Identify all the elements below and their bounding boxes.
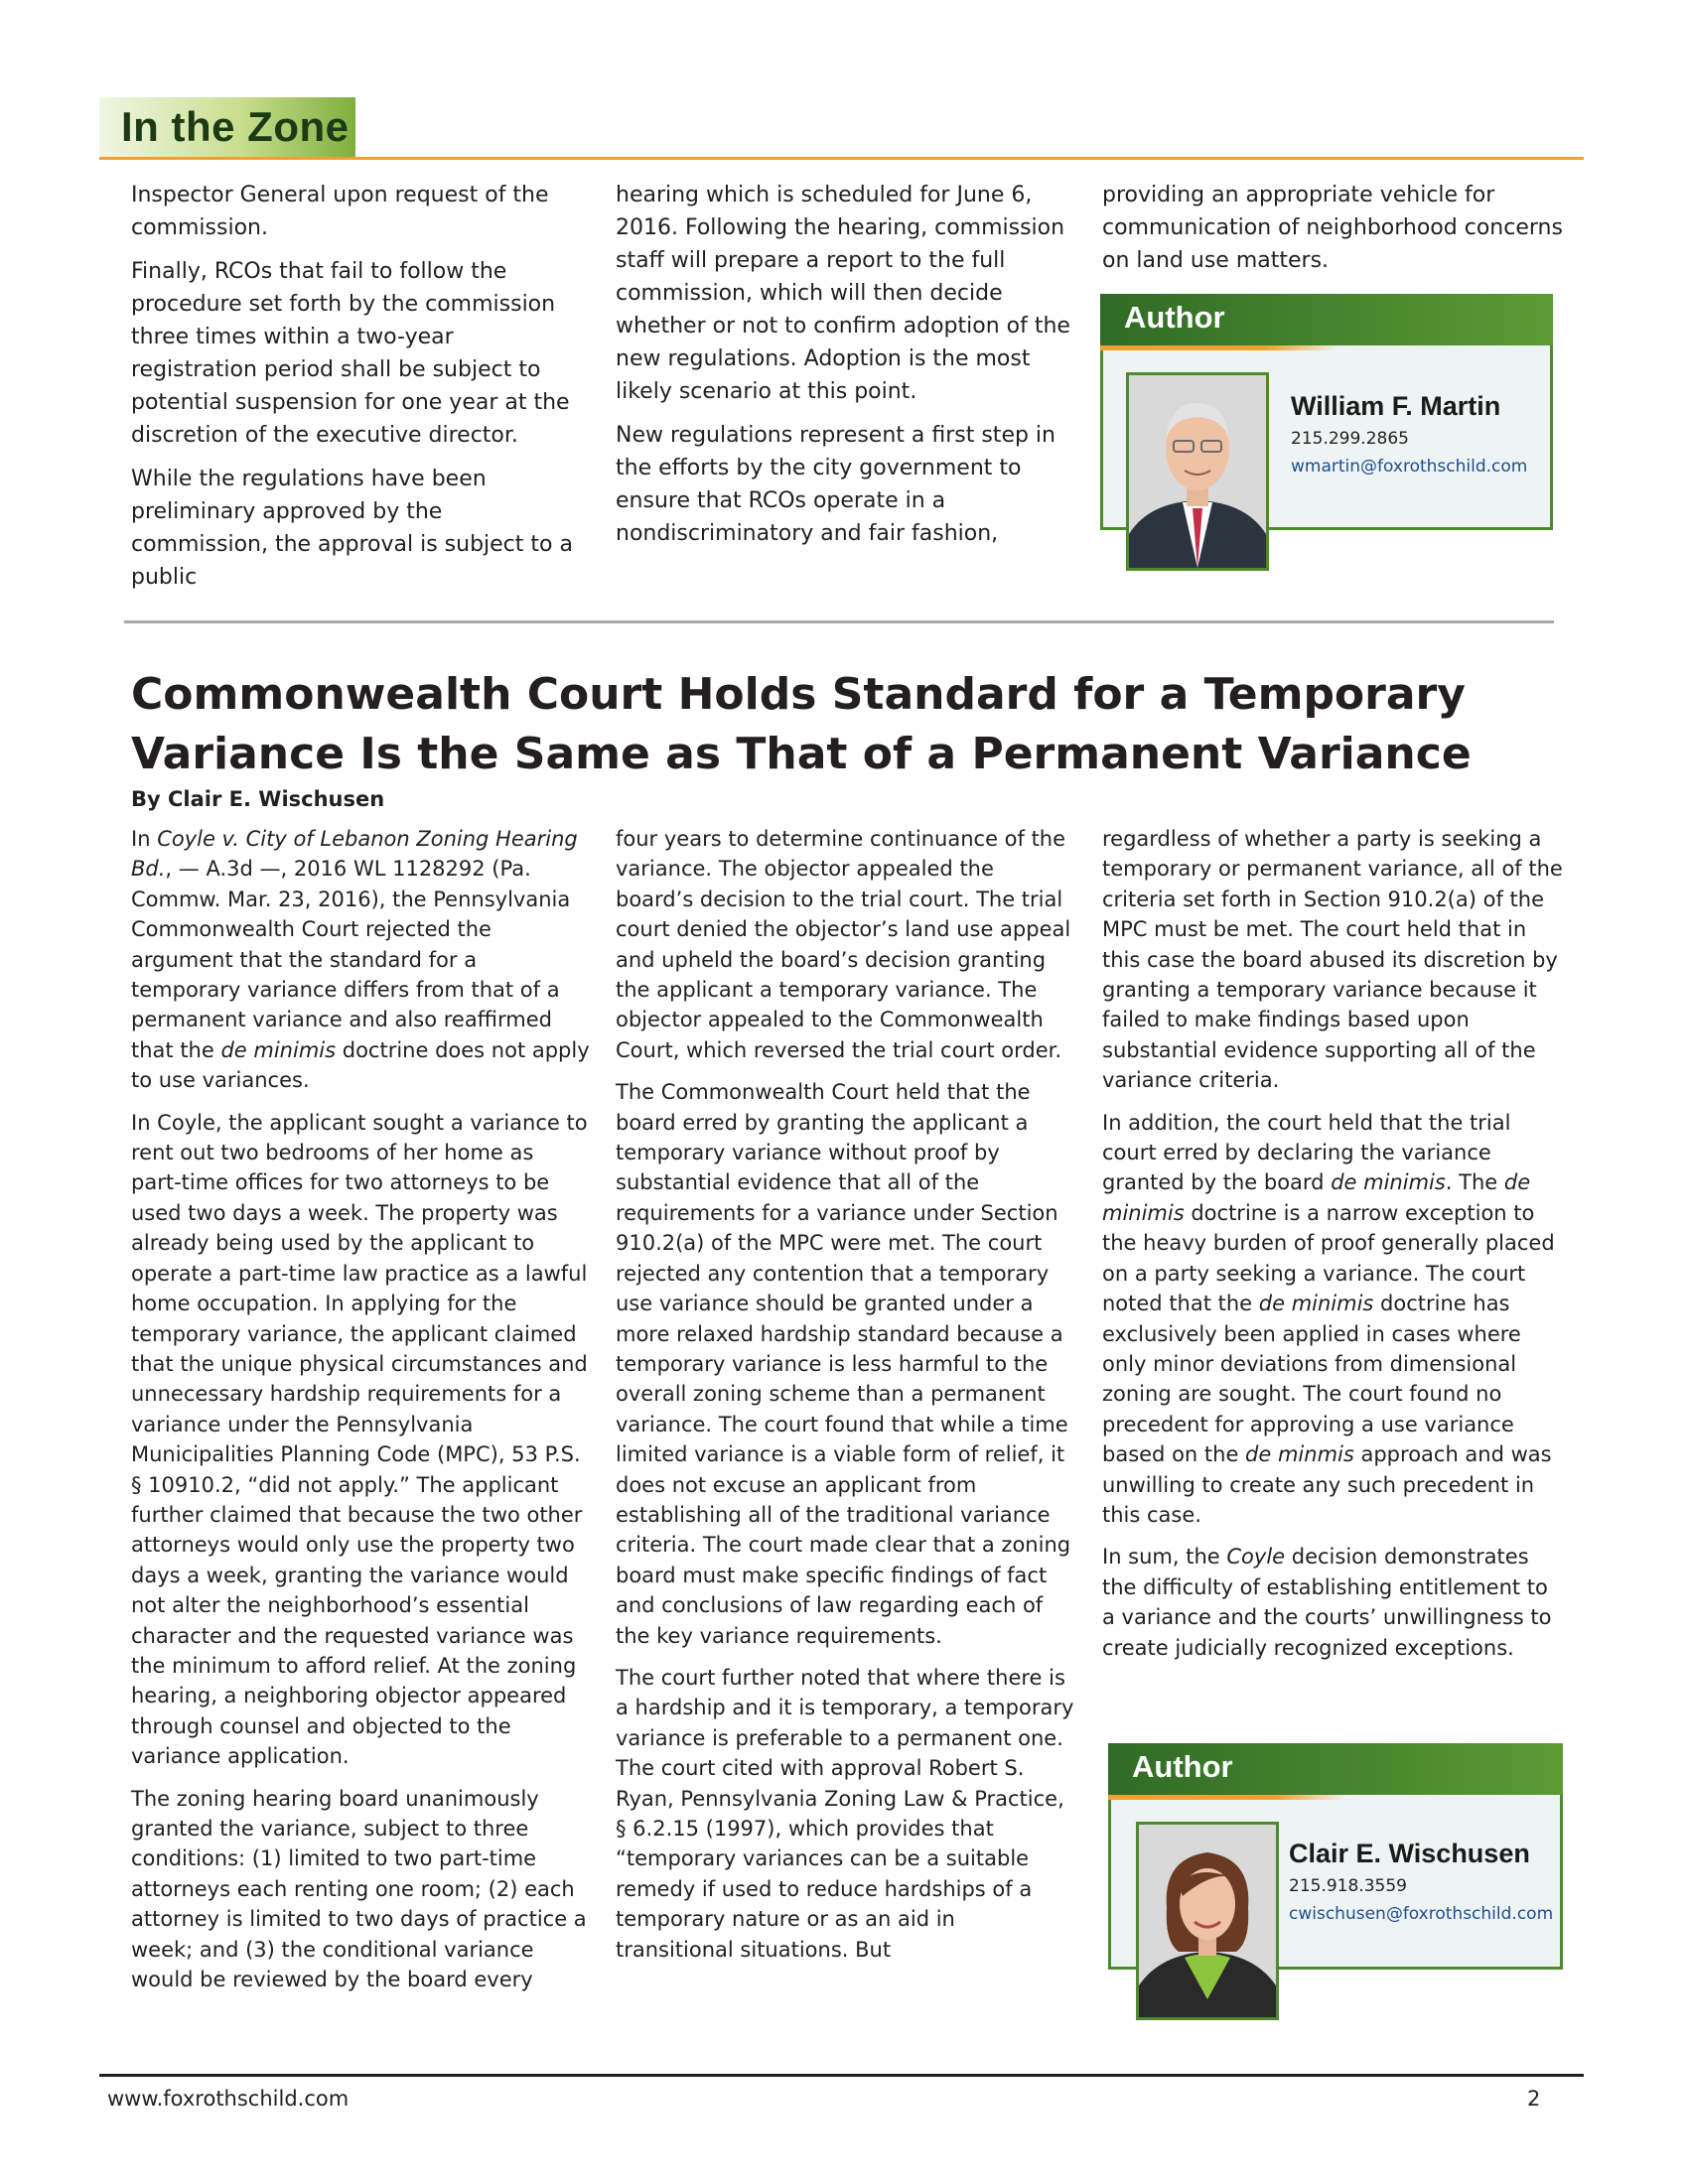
author-header [1108,1743,1563,1795]
paragraph: regardless of whether a party is seeking a temporary or permanent variance, all of the criteria set forth in Section 910.2(a) of the MPC must be met. The court held that in this case the board abused its discretion by granting a temporary variance because it failed to make findings based upon substantial evidence supporting all of the variance criteria. [1102,827,1563,1093]
section-divider [124,620,1554,623]
author-email[interactable]: wmartin@foxrothschild.com [1291,457,1528,477]
paragraph: Finally, RCOs that fail to follow the procedure set forth by the commission three times within a two-year registration period shall be subject to potential suspension for one year at the discretion of the executive director. [131,259,570,448]
author-photo [1136,1822,1279,2020]
footer-rule [99,2074,1584,2077]
author-name: Clair E. Wischusen [1289,1839,1530,1868]
footer-url[interactable]: www.foxrothschild.com [107,2087,350,2111]
paragraph: The Commonwealth Court held that the board erred by granting the applicant a temporary variance without proof by substantial evidence that all of the requirements for a variance under Section 910.2(a) of the MPC were met. The court rejected any contention that a temporary use variance should be granted under a more relaxed hardship standard because a temporary variance is less harmful to the overall zoning scheme than a permanent variance. The court found that while a time limited variance is a viable form of relief, it does not excuse an applicant from establishing all of the traditional variance criteria. The court made clear that a zoning board must make specific findings of fact and conclusions of law regarding each of the key variance requirements. [616,1080,1071,1648]
section-title: In the Zone [121,103,350,150]
author-name: William F. Martin [1291,391,1501,421]
author-phone: 215.299.2865 [1291,429,1409,449]
top-column-3 [1102,179,1569,288]
author-label: Author [1124,300,1225,335]
author-phone: 215.918.3559 [1289,1876,1407,1896]
top-column-1 [131,179,583,605]
article-column-3 [1102,824,1567,1675]
paragraph: New regulations represent a first step in the efforts by the city government to ensure that RCOs operate in a nondiscriminatory and fair fashion, [616,423,1055,546]
article-column-1 [131,824,590,2006]
article-headline: Commonwealth Court Holds Standard for a Temporary Variance Is the Same as That of a Permanent Variance [131,669,1472,779]
paragraph: In Coyle, the applicant sought a variance to rent out two bedrooms of her home as part-time offices for two attorneys to be used two days a week. The property was already being used by the applicant to operate a part-time law practice as a lawful home occupation. In applying for the temporary variance, the applicant claimed that the unique physical circumstances and unnecessary hardship requirements for a variance under the Pennsylvania Municipalities Planning Code (MPC), 53 P.S. § 10910.2, “did not apply.” The applicant further claimed that because the two other attorneys would only use the property two days a week, granting the variance would not alter the neighborhood’s essential character and the requested variance was the minimum to afford relief. At the zoning hearing, a neighboring objector appeared through counsel and objected to the variance application. [131,1110,588,1769]
paragraph: In addition, the court held that the trial court erred by declaring the variance granted by the board de minimis. The de minimis doctrine is a narrow exception to the heavy burden of proof generally placed on a party seeking a variance. The court noted that the de minimis doctrine has exclusively been applied in cases where only minor deviations from dimensional zoning are sought. The court found no precedent for approving a use variance based on the de minmis approach and was unwilling to create any such precedent in this case. [1102,1110,1555,1527]
paragraph: In Coyle v. City of Lebanon Zoning Hearing Bd., — A.3d —, 2016 WL 1128292 (Pa. Commw. Mar. 23, 2016), the Pennsylvania Commonwealth Court rejected the argument that the standard for a temporary variance differs from that of a permanent variance and also reaffirmed that the de minimis doctrine does not apply to use variances. [131,827,590,1093]
top-column-2 [616,179,1072,561]
paragraph: In sum, the Coyle decision demonstrates the difficulty of establishing entitlement to a variance and the courts’ unwillingness to create judicially recognized exceptions. [1102,1545,1552,1660]
paragraph: While the regulations have been preliminary approved by the commission, the approval is subject to a public [131,467,573,590]
section-rule [99,157,1584,160]
paragraph: hearing which is scheduled for June 6, 2016. Following the hearing, commission staff will prepare a report to the full commission, which will then decide whether or not to confirm adoption of the new regulations. Adoption is the most likely scenario at this point. [616,183,1070,404]
author-photo [1126,372,1269,571]
article-column-2 [616,824,1074,1977]
author-email[interactable]: cwischusen@foxrothschild.com [1289,1904,1554,1924]
paragraph: Inspector General upon request of the commission. [131,183,549,240]
paragraph: The zoning hearing board unanimously granted the variance, subject to three conditions: (1) limited to two part-time attorneys each renting one room; (2) each attorney is limited to two days of practice a week; and (3) the conditional variance would be reviewed by the board every [131,1786,587,1992]
paragraph: four years to determine continuance of the variance. The objector appealed the board’s decision to the trial court. The trial court denied the objector’s land use appeal and upheld the board’s decision granting the applicant a temporary variance. The objector appealed to the Commonwealth Court, which reversed the trial court order. [616,827,1071,1062]
paragraph: The court further noted that where there is a hardship and it is temporary, a temporary variance is preferable to a permanent one. The court cited with approval Robert S. Ryan, Pennsylvania Zoning Law & Practice, § 6.2.15 (1997), which provides that “temporary variances can be a suitable remedy if used to reduce hardships of a temporary nature or as an aid in transitional situations. But [616,1665,1074,1962]
article-byline: By Clair E. Wischusen [131,787,385,811]
author-accent [1108,1795,1346,1800]
author-header [1100,294,1553,345]
case-citation: Coyle v. City of Lebanon Zoning Hearing Bd. [131,827,578,882]
paragraph: providing an appropriate vehicle for communication of neighborhood concerns on land use matters. [1102,183,1563,273]
page-number: 2 [1527,2087,1541,2111]
author-label: Author [1132,1749,1233,1784]
author-accent [1100,345,1338,350]
